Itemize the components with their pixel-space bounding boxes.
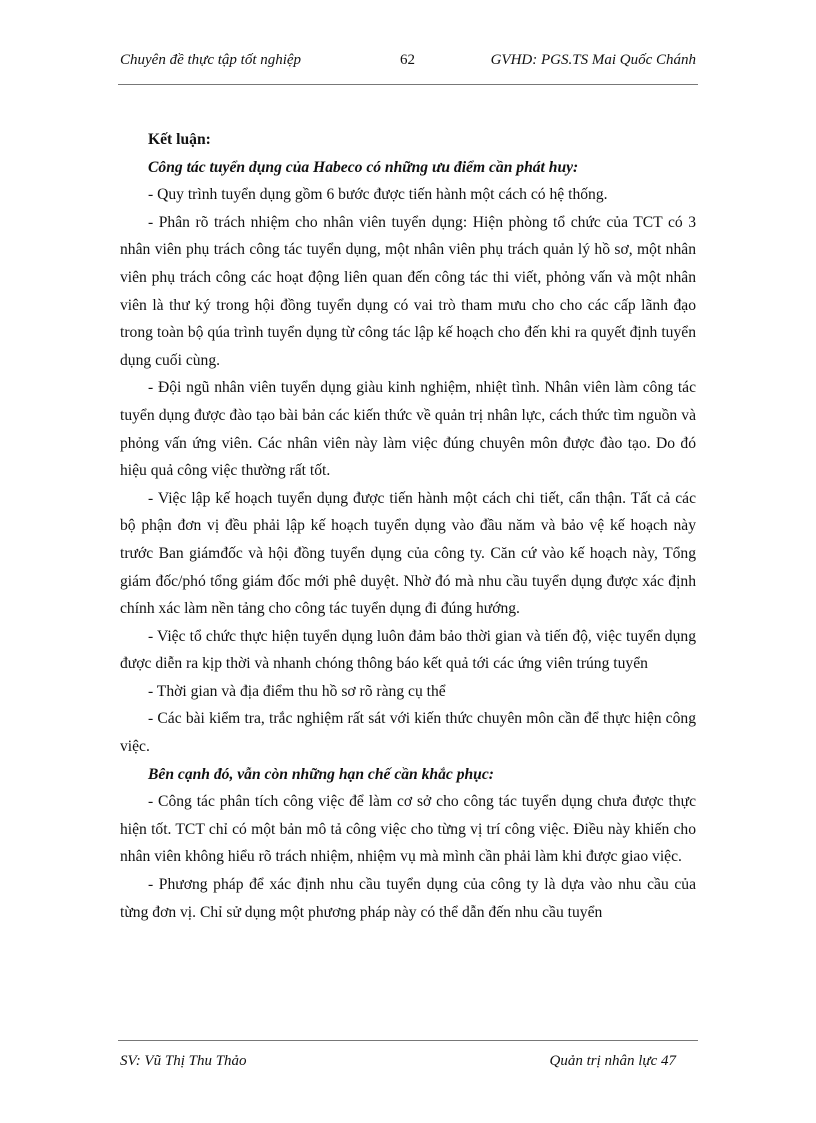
- paragraph: - Quy trình tuyển dụng gồm 6 bước được tiến hành một cách có hệ thống.: [148, 186, 608, 204]
- paragraph: - Phân rõ trách nhiệm cho nhân viên tuyển dụng: Hiện phòng tổ chức của TCT có 3 nhân viên phụ trách công tác tuyển dụng, một nhân viên phụ trách quản lý hồ sơ, một nhân viên phụ trách công các hoạt động liên quan đến công tác thi viết, phỏng vấn và một nhân viên là thư ký trong hội đồng tuyển dụng có vai trò tham mưu cho cho các cấp lãnh đạo trong toàn bộ qúa trình tuyển dụng từ công tác lập kế hoạch cho đến khi ra quyết định tuyển dụng cuối cùng.: [120, 213, 696, 369]
- page-header: [120, 52, 696, 74]
- paragraph: - Các bài kiểm tra, trắc nghiệm rất sát với kiến thức chuyên môn cần để thực hiện công việc.: [120, 710, 696, 756]
- page-body: [120, 126, 696, 926]
- footer-divider: [118, 1040, 698, 1041]
- header-supervisor: GVHD: PGS.TS Mai Quốc Chánh: [490, 52, 696, 68]
- paragraph: - Công tác phân tích công việc để làm cơ sở cho công tác tuyển dụng chưa được thực hiện tốt. TCT chỉ có một bản mô tả công việc cho từng vị trí công việc. Điều này khiến cho nhân viên không hiểu rõ trách nhiệm, nhiệm vụ mà mình cần phải làm khi được giao việc.: [120, 793, 696, 866]
- limitations-heading: Bên cạnh đó, vẫn còn những hạn chế cần khắc phục:: [148, 765, 494, 783]
- header-divider: [118, 84, 698, 85]
- page-footer: [120, 1053, 676, 1075]
- conclusion-heading: Kết luận:: [148, 131, 211, 148]
- footer-student-name: SV: Vũ Thị Thu Thảo: [120, 1053, 247, 1069]
- paragraph: - Việc tổ chức thực hiện tuyển dụng luôn đảm bảo thời gian và tiến độ, việc tuyển dụng được diễn ra kịp thời và nhanh chóng thông báo kết quả tới các ứng viên trúng tuyển: [120, 627, 696, 673]
- paragraph: - Phương pháp để xác định nhu cầu tuyển dụng của công ty là dựa vào nhu cầu của từng đơn vị. Chỉ sử dụng một phương pháp này có thể dẫn đến nhu cầu tuyển: [120, 876, 696, 921]
- paragraph: - Đội ngũ nhân viên tuyển dụng giàu kinh nghiệm, nhiệt tình. Nhân viên làm công tác tuyển dụng được đào tạo bài bản các kiến thức về quản trị nhân lực, cách thức tìm nguồn và phỏng vấn ứng viên. Các nhân viên này làm việc đúng chuyên môn được đào tạo. Do đó hiệu quả công việc thường rất tốt.: [120, 379, 696, 480]
- paragraph: - Thời gian và địa điểm thu hồ sơ rõ ràng cụ thể: [148, 682, 446, 700]
- footer-course: Quản trị nhân lực 47: [549, 1053, 676, 1069]
- page-number: 62: [400, 52, 415, 68]
- paragraph: - Việc lập kế hoạch tuyển dụng được tiến hành một cách chi tiết, cẩn thận. Tất cả các bộ phận đơn vị đều phải lập kế hoạch tuyển dụng vào đầu năm và bảo vệ kế hoạch này trước Ban giámđốc và hội đồng tuyển dụng của công ty. Căn cứ vào kế hoạch này, Tổng giám đốc/phó tổng giám đốc mới phê duyệt. Nhờ đó mà nhu cầu tuyển dụng được xác định chính xác làm nền tảng cho công tác tuyển dụng đi đúng hướng.: [120, 489, 696, 618]
- strengths-heading: Công tác tuyển dụng của Habeco có những ưu điểm cần phát huy:: [148, 158, 579, 176]
- header-document-title: Chuyên đề thực tập tốt nghiệp: [120, 52, 302, 68]
